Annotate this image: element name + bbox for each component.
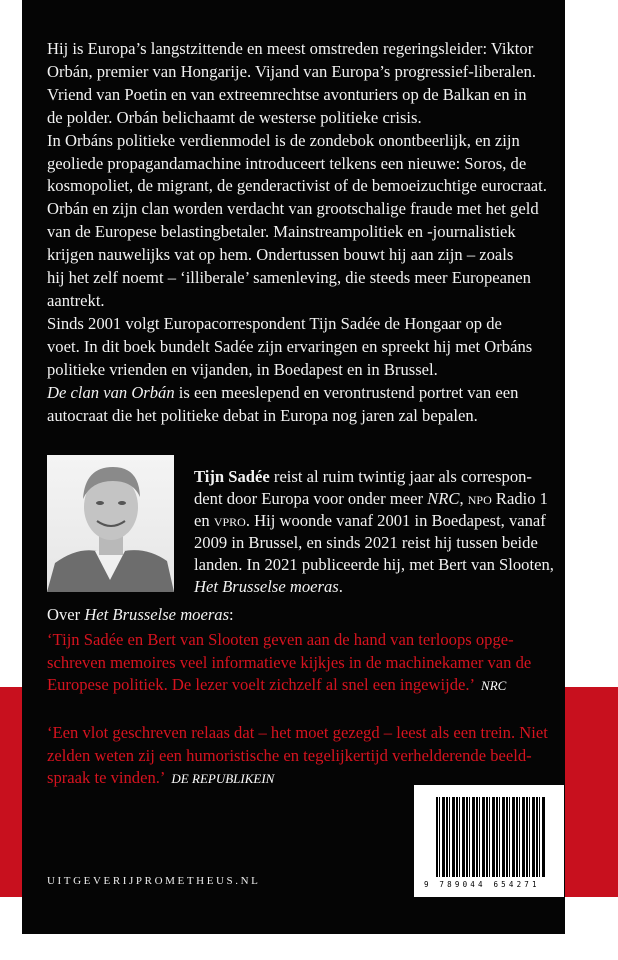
blurb-line: Orbán en zijn clan worden verdacht van grootschalige fraude met het geld <box>47 199 539 219</box>
publisher-url: UITGEVERIJPROMETHEUS.NL <box>47 875 261 887</box>
bio-text: . Hij woonde vanaf 2001 in Boedapest, vanaf <box>245 511 546 530</box>
bio-line <box>194 576 554 598</box>
blurb-line: politieke vrienden en vijanden, in Boedapest en in Brussel. <box>47 359 438 379</box>
quote-line: ‘Een vlot geschreven relaas dat – het moet gezegd – leest als een trein. Niet <box>47 723 548 742</box>
quote-line <box>47 674 531 698</box>
bio-text: Radio 1 <box>491 489 548 508</box>
quote-text: Europese politiek. De lezer voelt zichzelf al snel een ingewijde.’ <box>47 675 476 695</box>
blurb <box>47 38 547 427</box>
review-quote-republikein <box>47 722 548 791</box>
blurb-line: kosmopoliet, de migrant, de genderactivist of de bemoeizuchtige eurocraat. <box>47 176 547 196</box>
over-suffix: : <box>229 605 234 624</box>
blurb-text: is een meeslepend en verontrustend portret van een <box>174 382 519 402</box>
isbn-number: 9 789044 654271 <box>424 880 540 889</box>
bio-text: , <box>459 489 468 508</box>
quote-source: DE REPUBLIKEIN <box>171 771 275 787</box>
isbn-barcode <box>414 785 564 897</box>
author-bio <box>194 466 554 598</box>
author-name: Tijn Sadée <box>194 467 270 486</box>
over-prefix: Over <box>47 605 85 624</box>
bio-line <box>194 488 554 510</box>
review-quote-nrc <box>47 629 531 698</box>
quote-text: spraak te vinden.’ <box>47 768 166 788</box>
quote-line: zelden weten zij een humoristische en tegelijkertijd verhelderende beeld- <box>47 745 532 765</box>
book-title: De clan van Orbán <box>47 382 175 402</box>
bio-text: . <box>338 577 343 596</box>
author-portrait-icon <box>47 455 174 592</box>
blurb-line: krijgen nauwelijks vat op hem. Ondertussen bouwt hij aan zijn – zoals <box>47 245 514 265</box>
blurb-line: Sinds 2001 volgt Europacorrespondent Tijn Sadée de Hongaar op de <box>47 313 502 333</box>
barcode-bars-icon <box>436 797 546 877</box>
book-title: Het Brusselse moeras <box>84 605 230 624</box>
blurb-line: de polder. Orbán belichaamt de westerse politieke crisis. <box>47 107 422 127</box>
quote-line: ‘Tijn Sadée en Bert van Slooten geven aan de hand van terloops opge- <box>47 630 514 649</box>
blurb-line: Orbán, premier van Hongarije. Vijand van Europa’s progressief-liberalen. <box>47 61 536 81</box>
nrc-name: NRC <box>427 489 460 508</box>
blurb-line: hij het zelf noemt – ‘illiberale’ samenleving, die steeds meer Europeanen <box>47 268 531 288</box>
blurb-line: aantrekt. <box>47 290 105 310</box>
blurb-line: In Orbáns politieke verdienmodel is de zondebok onontbeerlijk, en zijn <box>47 130 520 150</box>
bio-text: en <box>194 511 214 530</box>
quote-line: schreven memoires veel informatieve kijkjes in de machinekamer van de <box>47 652 532 672</box>
author-photo <box>47 455 174 592</box>
blurb-line: van de Europese belastingbetaler. Mainstreampolitiek en -journalistiek <box>47 222 516 242</box>
bio-line <box>194 466 554 488</box>
bio-line <box>194 510 554 532</box>
book-title: Het Brusselse moeras <box>194 577 339 596</box>
vpro-name: vpro <box>213 511 246 530</box>
blurb-line: voet. In dit boek bundelt Sadée zijn ervaringen en spreekt hij met Orbáns <box>47 336 533 356</box>
blurb-line: autocraat die het politieke debat in Europa nog jaren zal bepalen. <box>47 405 478 425</box>
blurb-line <box>47 382 547 405</box>
npo-name: npo <box>467 489 492 508</box>
over-heading <box>47 604 234 627</box>
bio-text: dent door Europa voor onder meer <box>194 489 428 508</box>
bio-text: reist al ruim twintig jaar als correspon- <box>269 467 532 486</box>
bio-line: 2009 in Brussel, en sinds 2021 reist hij tussen beide <box>194 533 538 552</box>
blurb-line: geoliede propagandamachine introduceert telkens een nieuwe: Soros, de <box>47 153 527 173</box>
quote-source: NRC <box>481 678 507 694</box>
blurb-line: Vriend van Poetin en van extreemrechtse avonturiers op de Balkan en in <box>47 84 527 104</box>
bio-line: landen. In 2021 publiceerde hij, met Bert van Slooten, <box>194 555 554 574</box>
blurb-line: Hij is Europa’s langstzittende en meest omstreden regeringsleider: Viktor <box>47 39 534 58</box>
